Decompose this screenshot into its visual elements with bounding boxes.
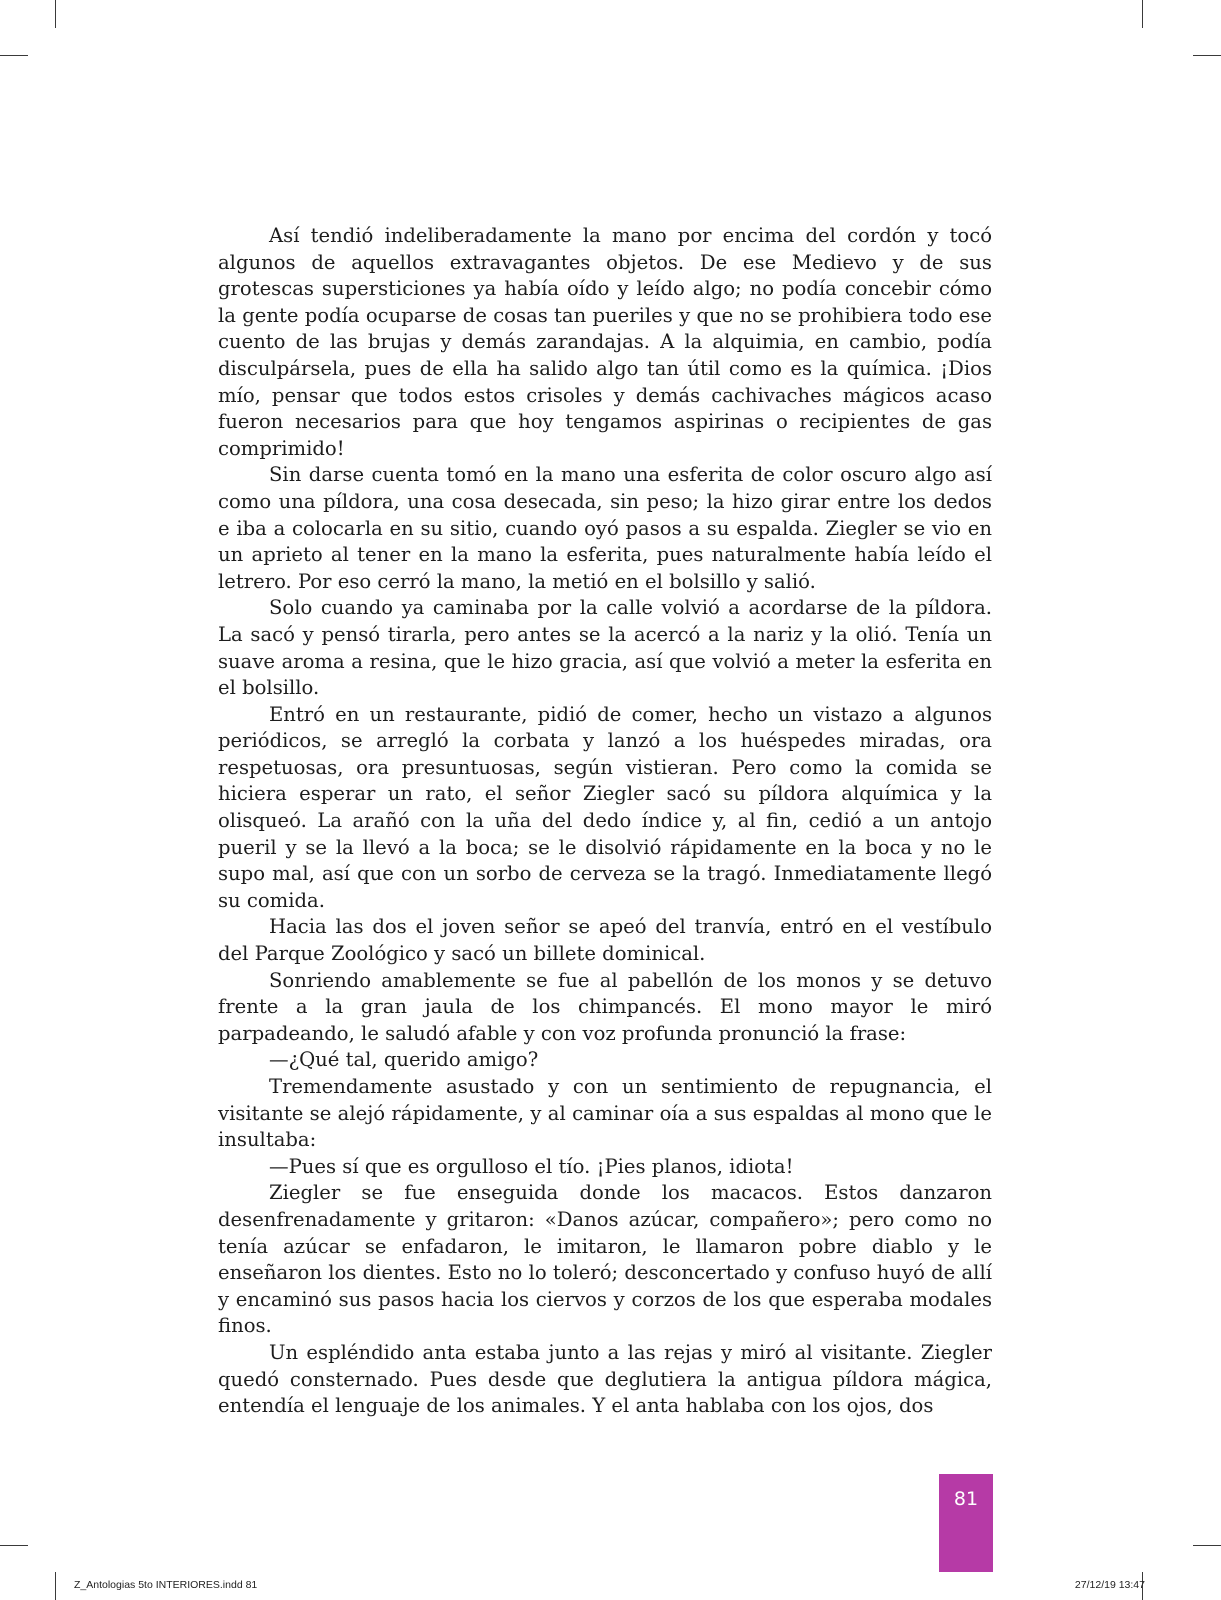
- crop-mark-right-bottom: [1193, 1545, 1221, 1546]
- print-slug-file: Z_Antologias 5to INTERIORES.indd 81: [74, 1579, 258, 1591]
- crop-mark-top-left: [55, 0, 56, 28]
- dialogue-line: —Pues sí que es orgulloso el tío. ¡Pies planos, idiota!: [269, 1154, 794, 1178]
- paragraph: Así tendió indeliberadamente la mano por encima del cordón y tocó algunos de aquellos extravagantes objetos. De ese Medievo y de sus grotescas supersticiones ya había oído y leído algo; no podía concebir cómo la gente podía ocuparse de cosas tan pueriles y que no se prohibiera todo ese cuento de las brujas y demás zarandajas. A la alquimia, en cambio, podía disculpársela, pues de ella ha salido algo tan útil como es la química. ¡Dios mío, pensar que todos estos crisoles y demás cachivaches mágicos acaso fueron necesarios para que hoy tengamos aspirinas o recipientes de gas comprimido!: [218, 224, 992, 460]
- crop-mark-right-top: [1193, 55, 1221, 56]
- paragraph: Sin darse cuenta tomó en la mano una esferita de color oscuro algo así como una píldora, una cosa desecada, sin peso; la hizo girar entre los dedos e iba a colocarla en su sitio, cuando oyó pasos a su espalda. Ziegler se vio en un aprieto al tener en la mano la esferita, pues naturalmente había leído el letrero. Por eso cerró la mano, la metió en el bolsillo y salió.: [218, 463, 992, 593]
- crop-mark-top-right: [1142, 0, 1143, 28]
- paragraph: Sonriendo amablemente se fue al pabellón de los monos y se detuvo frente a la gran jaula de los chimpancés. El mono mayor le miró parpadeando, le saludó afable y con voz profunda pronunció la frase:: [218, 968, 992, 1045]
- dialogue-line: —¿Qué tal, querido amigo?: [269, 1048, 539, 1072]
- crop-mark-left-top: [0, 55, 28, 56]
- paragraph: Un espléndido anta estaba junto a las rejas y miró al visitante. Ziegler quedó consternado. Pues desde que deglutiera la antigua píldora mágica, entendía el lenguaje de los animales. Y el anta hablaba con los ojos, dos: [218, 1340, 992, 1418]
- body-text: [218, 223, 992, 1420]
- paragraph: Hacia las dos el joven señor se apeó del tranvía, entró en el vestíbulo del Parque Zoológico y sacó un billete dominical.: [218, 915, 992, 966]
- paragraph: Entró en un restaurante, pidió de comer, hecho un vistazo a algunos periódicos, se arregló la corbata y lanzó a los huéspedes miradas, ora respetuosas, ora presuntuosas, según vistieran. Pero como la comida se hiciera esperar un rato, el señor Ziegler sacó su píldora alquímica y la olisqueó. La arañó con la uña del dedo índice y, al fin, cedió a un antojo pueril y se la llevó a la boca; se le disolvió rápidamente en la boca y no le supo mal, así que con un sorbo de cerveza se la tragó. Inmediatamente llegó su comida.: [218, 702, 992, 912]
- page-number-tab: [939, 1474, 993, 1572]
- crop-mark-left-bottom: [0, 1545, 28, 1546]
- crop-mark-bottom-left: [55, 1572, 56, 1600]
- page-number: 81: [953, 1488, 979, 1510]
- paragraph: Ziegler se fue enseguida donde los macacos. Estos danzaron desenfrenadamente y gritaron: «Danos azúcar, compañero»; pero como no tenía azúcar se enfadaron, le imitaron, le llamaron pobre diablo y le enseñaron los dientes. Esto no lo toleró; desconcertado y confuso huyó de allí y encaminó sus pasos hacia los ciervos y corzos de los que esperaba modales finos.: [218, 1181, 992, 1338]
- print-slug-timestamp: 27/12/19 13:47: [1074, 1579, 1145, 1591]
- paragraph: Tremendamente asustado y con un sentimiento de repugnancia, el visitante se alejó rápidamente, y al caminar oía a sus espaldas al mono que le insultaba:: [218, 1075, 992, 1152]
- paragraph: Solo cuando ya caminaba por la calle volvió a acordarse de la píldora. La sacó y pensó tirarla, pero antes se la acercó a la nariz y la olió. Tenía un suave aroma a resina, que le hizo gracia, así que volvió a meter la esferita en el bolsillo.: [218, 596, 992, 700]
